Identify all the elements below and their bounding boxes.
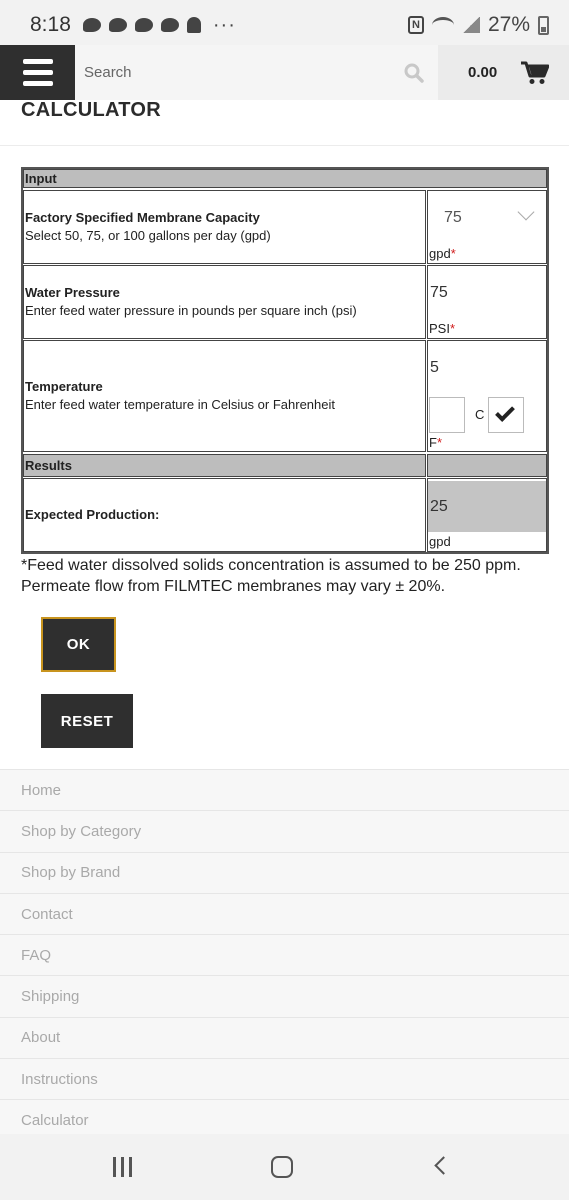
capacity-label-cell (23, 190, 426, 264)
footer-link-calculator[interactable]: Calculator (0, 1099, 569, 1140)
production-value: 25 (430, 497, 448, 515)
footer-link-contact[interactable]: Contact (0, 893, 569, 934)
required-marker: * (436, 435, 443, 450)
footer-link-shipping[interactable]: Shipping (0, 975, 569, 1016)
fahrenheit-checkbox[interactable] (488, 397, 524, 433)
capacity-value-cell (427, 190, 547, 264)
capacity-unit (429, 246, 456, 261)
footer-link-about[interactable]: About (0, 1017, 569, 1058)
divider (0, 145, 569, 146)
page-title: CALCULATOR (21, 99, 162, 121)
production-result (428, 481, 546, 532)
cart-total: 0.00 (468, 64, 498, 81)
temperature-label-cell (23, 340, 426, 452)
temperature-input[interactable] (428, 341, 546, 394)
footer-nav (0, 769, 569, 1141)
pressure-input[interactable] (428, 266, 546, 319)
reset-button[interactable]: RESET (41, 694, 133, 748)
notification-icons (83, 14, 236, 37)
capacity-unit-text: gpd (429, 246, 451, 261)
recent-apps-icon[interactable] (113, 1157, 135, 1177)
cart-button[interactable] (438, 45, 569, 100)
ok-button[interactable]: OK (41, 617, 116, 672)
required-marker: * (450, 246, 456, 261)
capacity-select[interactable] (428, 191, 546, 244)
notification-app-icon (109, 18, 127, 32)
notification-app-icon (83, 18, 101, 32)
pressure-label: Water Pressure (25, 285, 120, 300)
battery-percent: 27% (487, 13, 530, 36)
pressure-unit-text: PSI (429, 321, 450, 336)
production-label: Expected Production: (25, 507, 160, 522)
hamburger-icon (23, 59, 53, 64)
bell-icon (187, 17, 201, 33)
hamburger-menu-button[interactable] (0, 45, 75, 100)
results-header-blank (427, 454, 547, 477)
site-header (0, 45, 569, 100)
cart-icon (521, 61, 549, 85)
search-icon[interactable] (404, 63, 424, 83)
search-bar (75, 45, 438, 100)
wifi-icon (432, 17, 454, 33)
pressure-unit (429, 321, 455, 336)
results-section-header (23, 454, 426, 477)
footer-link-home[interactable]: Home (0, 769, 569, 810)
footer-link-shop-by-category[interactable]: Shop by Category (0, 810, 569, 851)
recent-apps-bar (129, 1157, 132, 1177)
temperature-value-cell (427, 340, 547, 452)
temperature-help: Enter feed water temperature in Celsius or Fahrenheit (25, 397, 335, 412)
more-notifications-icon: ··· (212, 13, 236, 36)
system-icons (408, 13, 549, 37)
system-nav-bar (0, 1134, 569, 1200)
celsius-checkbox[interactable] (429, 397, 465, 433)
required-marker: * (449, 321, 456, 336)
status-time: 8:18 (30, 13, 71, 36)
temperature-label: Temperature (25, 379, 103, 394)
footer-link-faq[interactable]: FAQ (0, 934, 569, 975)
calculator-table (21, 167, 549, 554)
home-icon[interactable] (271, 1156, 293, 1178)
pressure-label-cell (23, 265, 426, 339)
input-header-label: Input (25, 171, 57, 186)
production-unit: gpd (429, 534, 451, 549)
recent-apps-bar (113, 1157, 116, 1177)
capacity-help: Select 50, 75, or 100 gallons per day (gpd) (25, 228, 271, 243)
chevron-down-icon (518, 204, 535, 221)
signal-icon (462, 17, 480, 33)
notification-app-icon (135, 18, 153, 32)
footnote: *Feed water dissolved solids concentration is assumed to be 250 ppm. Permeate flow from FILMTEC membranes may vary ± 20%. (21, 557, 521, 595)
hamburger-icon-bar (23, 70, 53, 75)
notification-app-icon (161, 18, 179, 32)
status-bar (0, 0, 569, 50)
pressure-help: Enter feed water pressure in pounds per square inch (psi) (25, 303, 357, 318)
production-value-cell (427, 478, 547, 552)
battery-icon (538, 16, 549, 35)
production-label-cell (23, 478, 426, 552)
fahrenheit-label-text: F (429, 435, 437, 450)
footer-link-instructions[interactable]: Instructions (0, 1058, 569, 1099)
recent-apps-bar (121, 1157, 124, 1177)
back-icon[interactable] (434, 1156, 452, 1174)
checkmark-icon (495, 402, 515, 422)
input-section-header (23, 169, 547, 188)
hamburger-icon-bar (23, 81, 53, 86)
nfc-icon: N (408, 16, 424, 34)
search-input[interactable] (84, 64, 384, 81)
footer-link-shop-by-brand[interactable]: Shop by Brand (0, 852, 569, 893)
results-header-label: Results (25, 458, 72, 473)
pressure-value-cell (427, 265, 547, 339)
fahrenheit-label (429, 435, 442, 450)
capacity-label: Factory Specified Membrane Capacity (25, 210, 260, 225)
capacity-selected-value: 75 (444, 208, 462, 226)
celsius-label: C (475, 407, 485, 422)
